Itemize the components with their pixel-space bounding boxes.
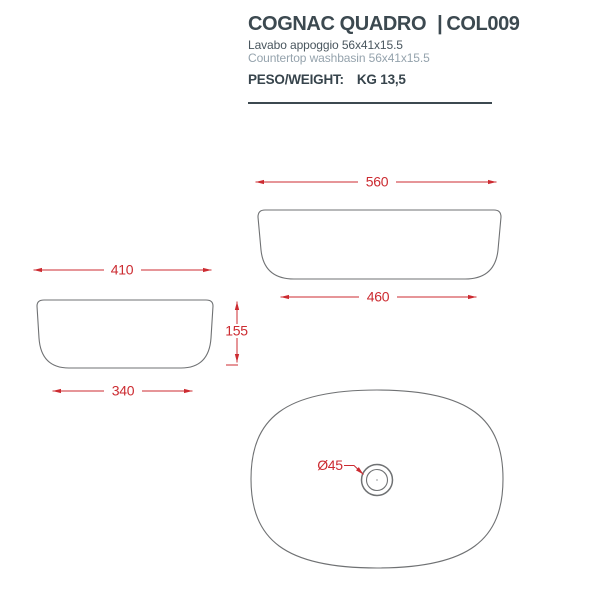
side-view [34, 262, 252, 399]
weight-label: PESO/WEIGHT: [248, 72, 344, 87]
side-base-dimension: 340 [111, 382, 135, 399]
side-view-outline [37, 300, 213, 368]
top-view [251, 390, 503, 568]
top-view-outline [251, 390, 503, 568]
subtitle-italian: Lavabo appoggio 56x41x15.5 [248, 38, 403, 52]
front-base-dimension: 460 [366, 288, 390, 305]
drain-diameter-label: Ø45 [317, 457, 343, 473]
front-width-dimension: 560 [365, 173, 389, 190]
subtitle-english: Countertop washbasin 56x41x15.5 [248, 51, 430, 65]
front-view [256, 174, 502, 305]
height-dimension: 155 [225, 322, 248, 339]
product-name: COGNAC QUADRO [248, 13, 427, 35]
product-code: COL009 [446, 13, 520, 35]
front-view-outline [258, 210, 501, 279]
side-width-dimension: 410 [110, 261, 134, 278]
weight-value: KG 13,5 [356, 72, 406, 87]
drain-leader-line [344, 466, 364, 475]
title-separator: | [437, 13, 443, 35]
drain-centre-mark [376, 479, 378, 481]
